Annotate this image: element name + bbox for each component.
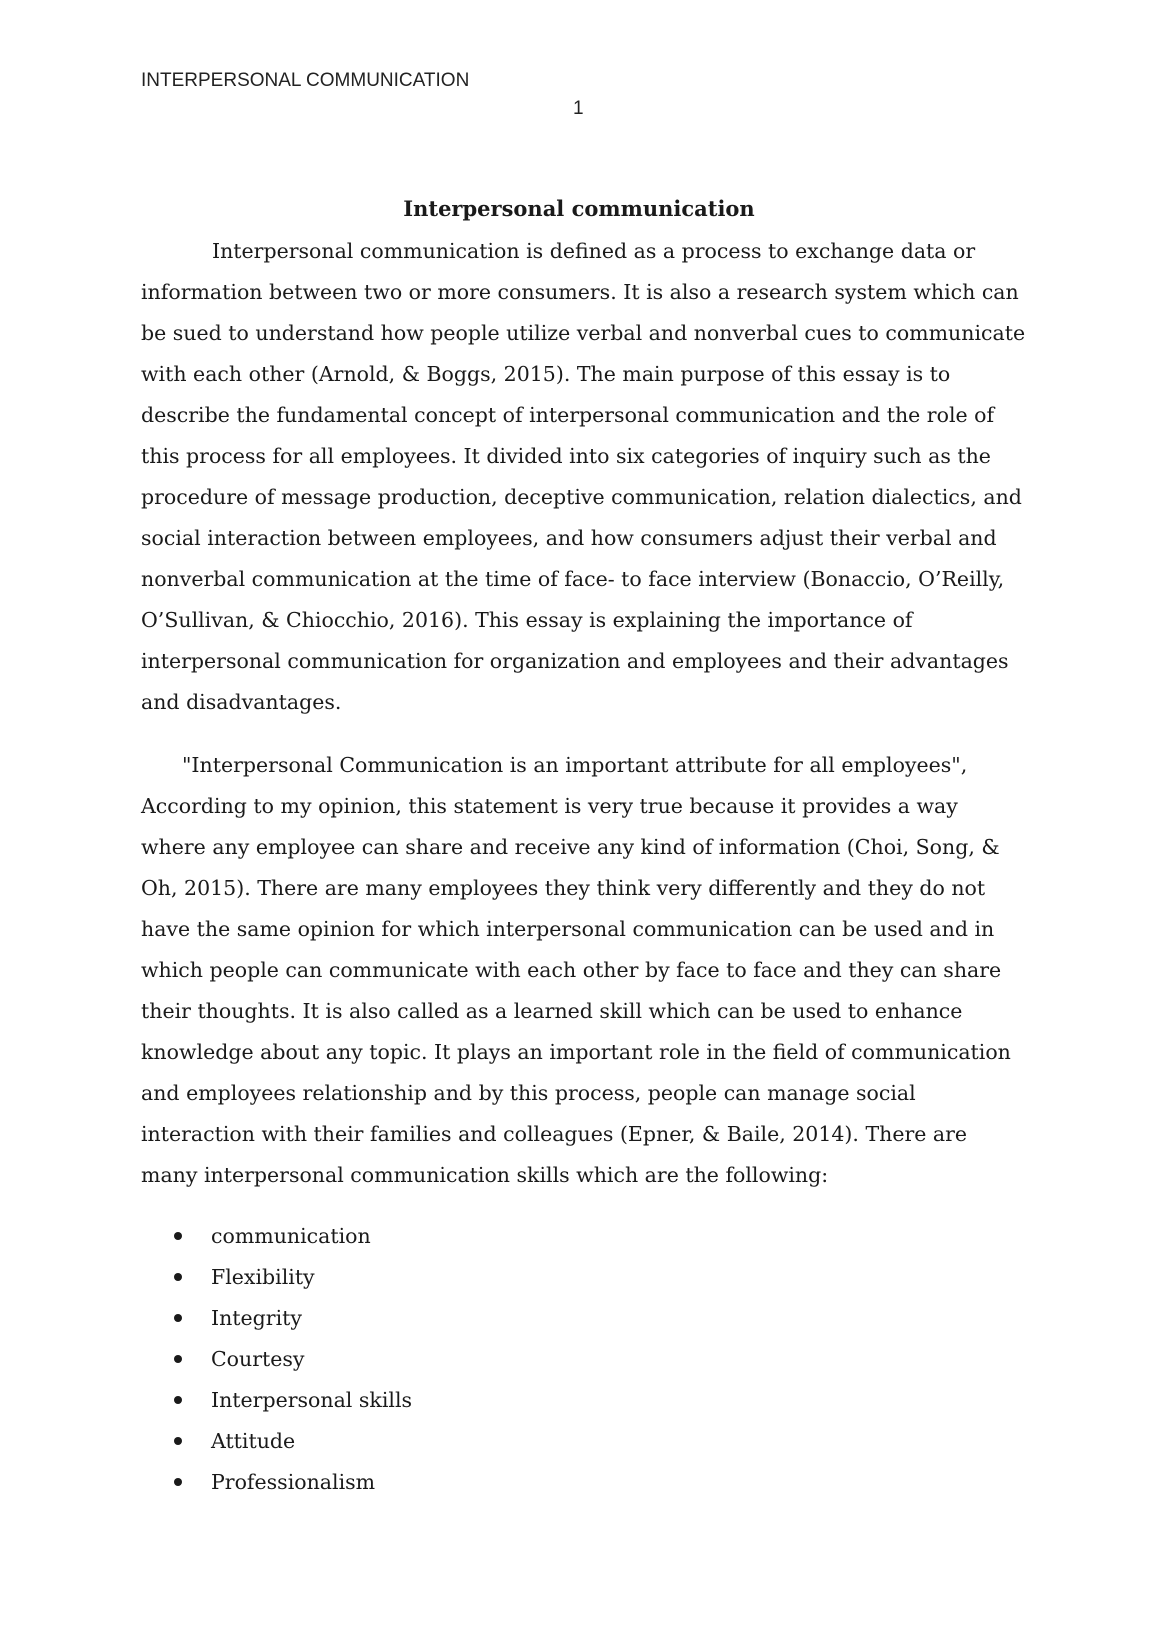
skill-label: Attitude	[211, 1429, 296, 1453]
page-number: 1	[573, 98, 584, 119]
list-item	[141, 1462, 412, 1503]
bullet-icon	[174, 1437, 182, 1445]
list-item	[141, 1216, 412, 1257]
skill-label: Flexibility	[211, 1265, 315, 1289]
document-title: Interpersonal communication	[403, 196, 755, 221]
paragraph-attribute: "Interpersonal Communication is an important attribute for all employees", According to my opinion, this statement is very true because it provides a way where any employee can share and receive any kind of information (Choi, Song, & Oh, 2015). There are many employees they think very differently and they do not have the same opinion for which interpersonal communication can be used and in which people can communicate with each other by face to face and they can share their thoughts. It is also called as a learned skill which can be used to enhance knowledge about any topic. It plays an important role in the field of communication and employees relationship and by this process, people can manage social interaction with their families and colleagues (Epner, & Baile, 2014). There are many interpersonal communication skills which are the following:	[141, 753, 1011, 1187]
list-item	[141, 1380, 412, 1421]
skill-label: Courtesy	[211, 1347, 305, 1371]
bullet-icon	[174, 1396, 182, 1404]
skills-list	[141, 1216, 412, 1503]
bullet-icon	[174, 1478, 182, 1486]
bullet-icon	[174, 1314, 182, 1322]
bullet-icon	[174, 1273, 182, 1281]
running-head: INTERPERSONAL COMMUNICATION	[141, 70, 470, 91]
list-item	[141, 1421, 412, 1462]
list-item	[141, 1339, 412, 1380]
skill-label: Professionalism	[211, 1470, 376, 1494]
bullet-icon	[174, 1232, 182, 1240]
list-item	[141, 1298, 412, 1339]
list-item	[141, 1257, 412, 1298]
bullet-icon	[174, 1355, 182, 1363]
skill-label: communication	[211, 1224, 371, 1248]
skill-label: Integrity	[211, 1306, 302, 1330]
skill-label: Interpersonal skills	[211, 1388, 413, 1412]
paragraph-intro: Interpersonal communication is defined as a process to exchange data or information between two or more consumers. It is also a research system which can be sued to understand how people utilize verbal and nonverbal cues to communicate with each other (Arnold, & Boggs, 2015). The main purpose of this essay is to describe the fundamental concept of interpersonal communication and the role of this process for all employees. It divided into six categories of inquiry such as the procedure of message production, deceptive communication, relation dialectics, and social interaction between employees, and how consumers adjust their verbal and nonverbal communication at the time of face- to face interview (Bonaccio, O’Reilly, O’Sullivan, & Chiocchio, 2016). This essay is explaining the importance of interpersonal communication for organization and employees and their advantages and disadvantages.	[141, 239, 1026, 714]
